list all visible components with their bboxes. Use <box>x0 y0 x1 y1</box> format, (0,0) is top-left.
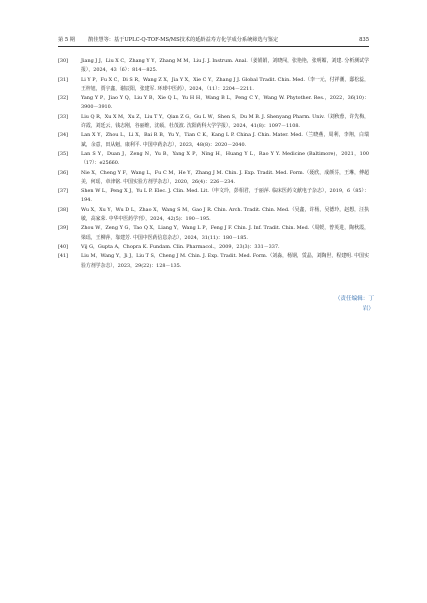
reference-number: [36] <box>58 169 69 176</box>
reference-number: [37] <box>58 188 69 195</box>
reference-item <box>58 94 369 113</box>
reference-text: Lan X Y，Zhou L，Li X，Bai R B，Yu Y，Tian C K，Kang L P. China J. Chin. Mater. Med.（兰晓燕，周利，李翔，白瑞斌，余意，田从魁，康利平. 中国中药杂志），2023，48(8)：2020－2040. <box>81 132 369 148</box>
reference-item <box>58 243 369 252</box>
reference-item <box>58 150 369 169</box>
reference-list <box>58 57 369 271</box>
reference-text: Liu Q R，Xu X M，Xu Z，Liu T Y，Qian Z G，Gu L W，Shen S，Du M B. J. Shenyang Pharm. Univ.（刘秋蓉，许先梅，许霞，刘廷云，钱志刚，谷丽维，沈硕，杜茂波. 沈阳药科大学学报），2024，41(8)：1097－1108. <box>81 113 369 130</box>
reference-text: Shen W L，Peng X J，Yu L P. Elec. J. Clin. Med. Lit.（申文玲，彭相君，于丽萍. 临床医药文献电子杂志），2019，6（85）：194. <box>81 188 369 204</box>
reference-text: Yang Y P，Jiao Y Q，Liu Y B，Xie Q L，Yu H H，Wang B L，Peng C Y，Wang W. Phytother. Res.，2022，36(10)：3900－3910. <box>81 95 369 111</box>
reference-item <box>58 252 369 271</box>
running-header <box>58 35 369 45</box>
reference-number: [35] <box>58 150 69 157</box>
reference-number: [39] <box>58 225 69 232</box>
reference-text: Wu X，Xu Y，Wu D L，Zhao X，Wang S M，Gao J R. Chin. Arch. Tradit. Chin. Med.（吴鑫，许杨，吴德玲，赵想，汪执敏，高家荣. 中华中医药学刊），2024，42(5)：190－195. <box>81 206 369 223</box>
reference-text: Vij G，Gupta A，Chopra K. Fundam. Clin. Pharmacol.，2009，23(3)：331－337. <box>81 243 280 250</box>
reference-number: [38] <box>58 206 69 213</box>
reference-item <box>58 113 369 132</box>
responsible-editor: （责任编辑：丁 岩） <box>334 296 380 312</box>
reference-number: [41] <box>58 253 69 260</box>
reference-number: [32] <box>58 95 69 102</box>
reference-item <box>58 187 369 206</box>
reference-text: Zhou W，Zeng Y G，Tao Q X，Liang Y，Wang L P，Feng J F. Chin. J. Inf. Tradit. Chin. Med.（周媛，曾英进，陶秋霞，梁瑶，王柳萍，靠建芳. 中国中医药信息杂志），2024，31(11)：180－185. <box>81 225 369 241</box>
reference-number: [34] <box>58 132 69 139</box>
reference-text: Li Y P，Fu X C，Di S R，Wang Z X，Jia Y X，Xie C Y，Zhang J J. Global Tradit. Chin. Med.（李一元，付祥潮，邸松蕊，王梓旭，贾宇鑫，谢辰阳，张建军. 环球中医药），2024，（11）：2204－2211. <box>81 76 369 92</box>
reference-text: Nie X，Cheng Y F，Wang L，Fu C M，He Y，Zhang J M. Chin. J. Exp. Tradit. Med. Form.（聂欣，成颜芬，王琳，傅超美，何瑶，章津铭. 中国实验方剂学杂志），2020，26(4)：226－234. <box>81 169 369 185</box>
reference-text: Lan S Y，Duan J，Zeng N，Yu B，Yang X P，Ning H，Huang Y L，Rao Y Y. Medicine (Baltimore)，2021，100（17）：e25660. <box>81 150 369 167</box>
reference-item <box>58 131 369 150</box>
reference-number: [33] <box>58 113 69 120</box>
reference-item <box>58 224 369 243</box>
reference-number: [30] <box>58 58 69 64</box>
header-rule <box>58 46 369 47</box>
reference-item <box>58 76 369 95</box>
reference-text: Jiang J J，Liu X C，Zhang Y Y，Zhang M M，Liu J. J. Instrum. Anal.（姜娟娟，刘晓闯，张艳艳，张明媚，刘建. 分析测试学报），2024，43（6）：814－825. <box>81 58 369 74</box>
running-title: 鹊佳慧等：基于UPLC-Q-TOF-MS/MS技术的延龄益寿方化学成分系统筛选与鉴定 <box>88 37 279 43</box>
reference-text: Liu M，Wang Y，Ji J，Liu T S，Cheng J M. Chin. J. Exp. Tradit. Med. Form.（刘淼，杨钢，赁晶，刘陶世，程建明. 中国实验方剂学杂志），2023，29(22)：128－135. <box>81 253 369 269</box>
page-number: 835 <box>359 37 369 43</box>
reference-number: [31] <box>58 76 69 83</box>
reference-item <box>58 57 369 76</box>
reference-item <box>58 206 369 225</box>
reference-number: [40] <box>58 243 69 250</box>
reference-item <box>58 169 369 188</box>
issue-number: 第 5 期 <box>58 37 75 43</box>
